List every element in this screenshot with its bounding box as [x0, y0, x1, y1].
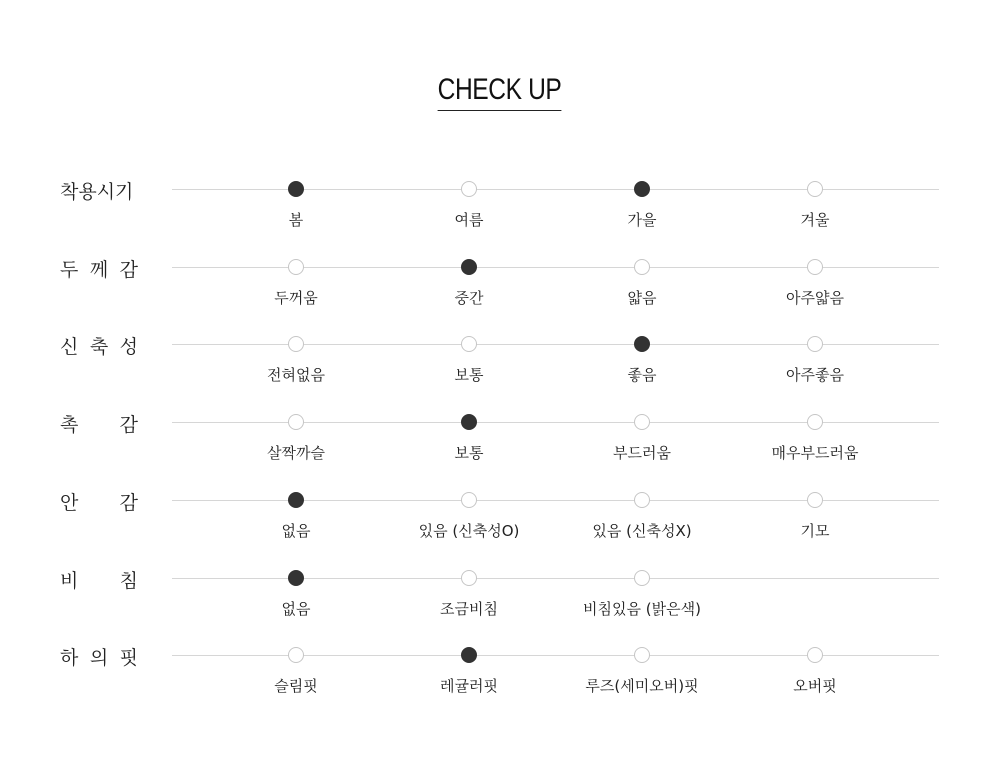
option-label: 비침있음 (밝은색): [583, 599, 701, 618]
row-label-char: 감: [119, 491, 138, 514]
option-label: 오버핏: [793, 677, 837, 696]
unselected-dot-icon: [807, 336, 823, 352]
option-label: 매우부드러움: [771, 444, 859, 463]
unselected-dot-icon: [461, 492, 477, 508]
unselected-dot-icon: [634, 647, 650, 663]
option-label: 없음: [281, 599, 311, 618]
row-label-char: 감: [119, 414, 138, 437]
unselected-dot-icon: [807, 647, 823, 663]
unselected-dot-icon: [461, 570, 477, 586]
option-label: 중간: [454, 288, 484, 307]
checkup-row: [0, 569, 1000, 656]
option-label: 조금비침: [440, 599, 498, 618]
checkup-row: [0, 491, 1000, 578]
checkup-row: [0, 181, 1000, 267]
option-label: 얇음: [627, 288, 657, 307]
page-title: [0, 72, 1000, 111]
unselected-dot-icon: [807, 181, 823, 197]
row-label: [60, 410, 138, 437]
row-label-char: 침: [119, 569, 138, 592]
row-label-char: 신: [60, 336, 79, 359]
selected-dot-icon: [461, 259, 477, 275]
unselected-dot-icon: [288, 336, 304, 352]
option-label: 아주얇음: [786, 288, 844, 307]
unselected-dot-icon: [288, 259, 304, 275]
option-label: 겨울: [800, 211, 830, 229]
unselected-dot-icon: [634, 570, 650, 586]
unselected-dot-icon: [807, 492, 823, 508]
row-label-char: 착용시기: [60, 181, 134, 203]
option-label: 보통: [454, 444, 484, 463]
row-label-char: 의: [89, 647, 109, 670]
option-label: 보통: [454, 366, 484, 385]
row-label-char: 하: [60, 647, 79, 670]
selected-dot-icon: [288, 492, 304, 508]
checkup-row: [0, 647, 1000, 733]
option-label: 기모: [800, 521, 830, 540]
option-label: 여름: [454, 211, 484, 229]
unselected-dot-icon: [807, 259, 823, 275]
row-label: [60, 177, 138, 201]
option-label: 있음 (신축성X): [592, 521, 692, 540]
option-label: 있음 (신축성O): [418, 521, 520, 540]
option-label: 가을: [627, 211, 657, 229]
row-label-char: 성: [119, 336, 138, 359]
selected-dot-icon: [634, 336, 650, 352]
option-label: 아주좋음: [786, 366, 844, 385]
row-label-char: 핏: [119, 647, 138, 670]
option-label: 봄: [288, 211, 304, 229]
selected-dot-icon: [634, 181, 650, 197]
row-label-char: 촉: [60, 414, 79, 437]
checkup-row: [0, 336, 1000, 422]
option-label: 루즈(세미오버)핏: [585, 677, 699, 696]
row-label: [60, 488, 138, 512]
unselected-dot-icon: [807, 414, 823, 430]
row-label-char: 께: [89, 258, 109, 281]
unselected-dot-icon: [461, 336, 477, 352]
selected-dot-icon: [461, 414, 477, 430]
selected-dot-icon: [288, 570, 304, 586]
page-title-text: CHECK UP: [438, 72, 562, 111]
unselected-dot-icon: [461, 181, 477, 197]
unselected-dot-icon: [288, 647, 304, 663]
unselected-dot-icon: [288, 414, 304, 430]
row-label: [60, 332, 138, 359]
unselected-dot-icon: [634, 259, 650, 275]
row-label: [60, 643, 138, 670]
option-label: 전혀없음: [267, 366, 325, 385]
row-label-char: 안: [60, 491, 79, 514]
unselected-dot-icon: [634, 492, 650, 508]
row-label-char: 두: [60, 258, 79, 281]
row-label: [60, 255, 138, 279]
row-label: [60, 566, 138, 590]
option-label: 없음: [281, 521, 311, 540]
row-label-char: 축: [89, 336, 109, 359]
checkup-row: [0, 414, 1000, 500]
selected-dot-icon: [461, 647, 477, 663]
option-label: 슬림핏: [274, 677, 318, 696]
option-label: 부드러움: [613, 444, 671, 463]
option-label: 좋음: [627, 366, 657, 385]
selected-dot-icon: [288, 181, 304, 197]
option-label: 두꺼움: [274, 288, 318, 307]
row-label-char: 비: [60, 569, 79, 592]
checkup-row: [0, 258, 1000, 345]
option-label: 레귤러핏: [440, 677, 498, 696]
unselected-dot-icon: [634, 414, 650, 430]
option-label: 살짝까슬: [267, 444, 325, 463]
row-label-char: 감: [119, 258, 138, 281]
